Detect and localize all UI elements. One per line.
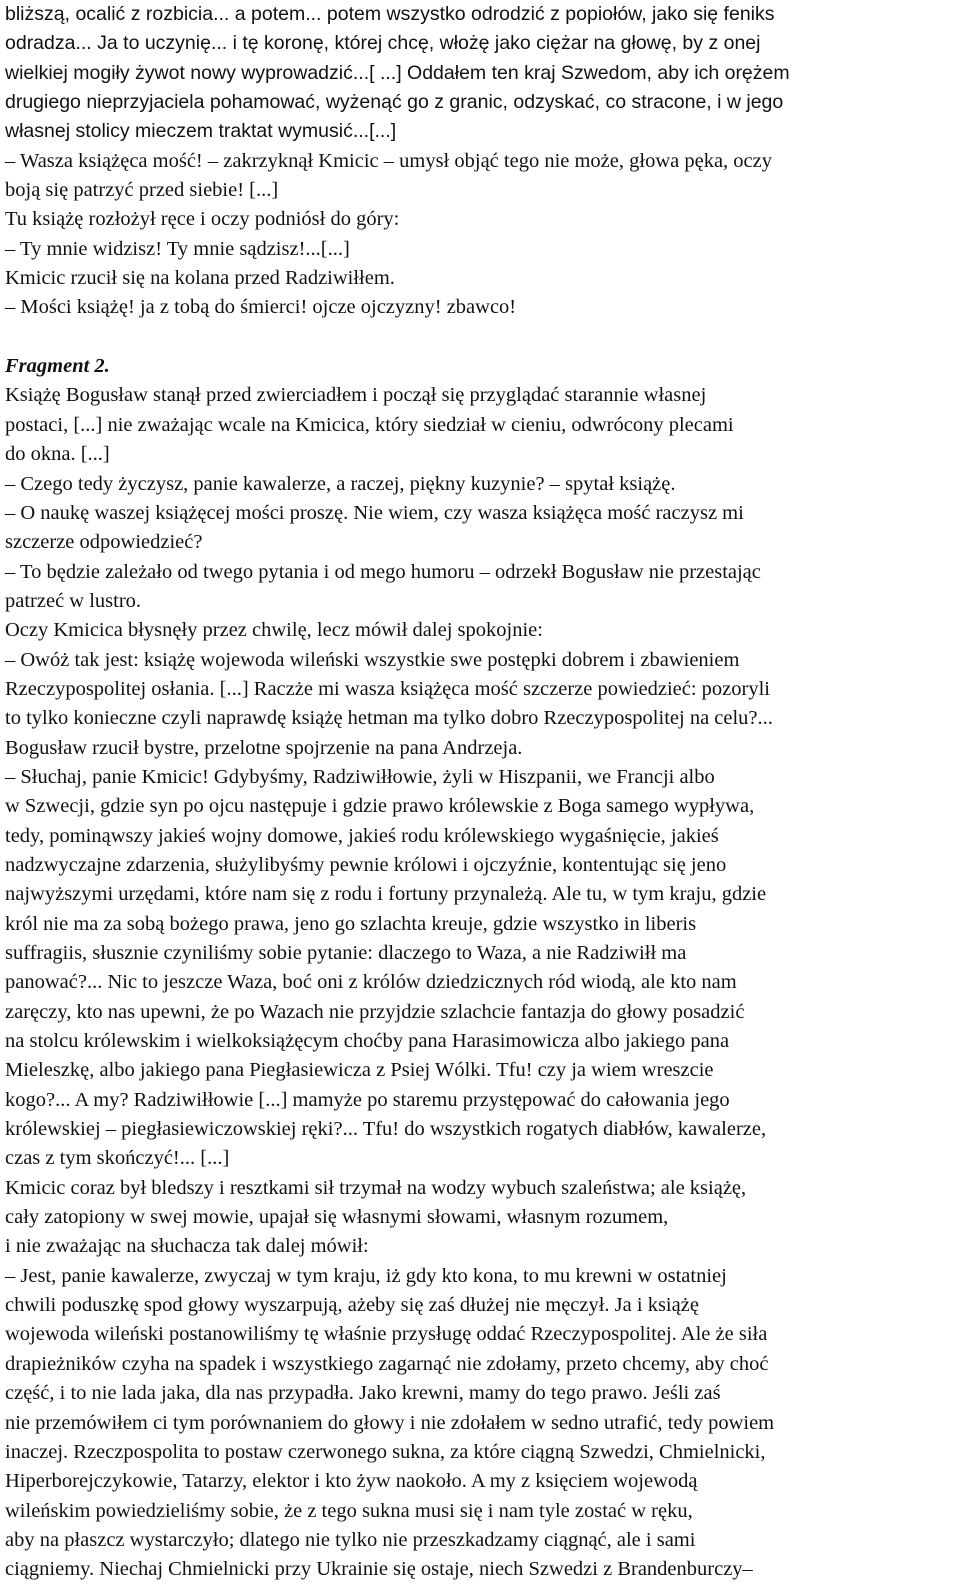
text-line: patrzeć w lustro. [5, 589, 142, 612]
text-line: własnej stolicy mieczem traktat wymusić...[...] [5, 120, 397, 143]
text-line: nadzwyczajne zdarzenia, służylibyśmy pewnie królowi i ojczyźnie, kontentując się jeno [5, 853, 727, 876]
text-line: chwili poduszkę spod głowy wyszarpują, ażeby się zaś dłużej nie męczył. Ja i książę [5, 1294, 699, 1317]
text-line: Kmicic rzucił się na kolana przed Radziwiłłem. [5, 267, 395, 290]
text-line: Oczy Kmicica błysnęły przez chwilę, lecz mówił dalej spokojnie: [5, 619, 543, 642]
text-line: Kmicic coraz był bledszy i resztkami sił trzymał na wodzy wybuch szaleństwa; ale książę, [5, 1176, 747, 1199]
text-line: ciągniemy. Niechaj Chmielnicki przy Ukrainie się ostaje, niech Szwedzi z Brandenburczy– [5, 1558, 753, 1581]
text-line: – Mości książę! ja z tobą do śmierci! ojcze ojczyzny! zbawco! [5, 296, 517, 319]
text-line: – Słuchaj, panie Kmicic! Gdybyśmy, Radziwiłłowie, żyli w Hiszpanii, we Francji albo [5, 765, 715, 788]
text-line: tedy, pominąwszy jakieś wojny domowe, jakieś rodu królewskiego wygaśnięcie, jakieś [5, 824, 719, 847]
text-line: wojewoda wileński postanowiliśmy tę właśnie przysługę oddać Rzeczypospolitej. Ale że siła [5, 1323, 768, 1346]
text-line: i nie zważając na słuchacza tak dalej mówił: [5, 1235, 369, 1258]
text-line: inaczej. Rzeczpospolita to postaw czerwonego sukna, za które ciągną Szwedzi, Chmielnicki, [5, 1440, 766, 1463]
text-line: – Owóż tak jest: książę wojewoda wileński wszystkie swe postępki dobrem i zbawieniem [5, 648, 740, 671]
text-line: bliższą, ocalić z rozbicia... a potem... potem wszystko odrodzić z popiołów, jako się feniks [5, 3, 775, 25]
text-line: – Ty mnie widzisz! Ty mnie sądzisz!...[...] [5, 237, 350, 260]
text-line: na stolcu królewskim i wielkoksiążęcym choćby pana Harasimowicza albo jakiego pana [5, 1030, 730, 1053]
text-line: Książę Bogusław stanął przed zwierciadłem i począł się przyglądać starannie własnej [5, 384, 707, 407]
text-line: król nie ma za sobą bożego prawa, jeno go szlachta kreuje, gdzie wszystko in liberis [5, 912, 697, 935]
text-line: to tylko konieczne czyli naprawdę książę hetman ma tylko dobro Rzeczypospolitej na celu?... [5, 707, 773, 730]
text-line: odradza... Ja to uczynię... i tę koronę, której chcę, włożę jako ciężar na głowę, by z onej [5, 32, 761, 55]
text-line: najwyższymi urzędami, które nam się z rodu i fortuny przynależą. Ale tu, w tym kraju, gdzie [5, 883, 767, 906]
text-line: czas z tym skończyć!... [...] [5, 1147, 230, 1170]
text-line: suffragiis, słusznie czyniliśmy sobie pytanie: dlaczego to Waza, a nie Radziwiłł ma [5, 942, 687, 964]
text-line: Hiperborejczykowie, Tatarzy, elektor i kto żyw naokoło. A my z księciem wojewodą [5, 1470, 698, 1493]
fragment-2-text [5, 381, 960, 1584]
text-line: wielkiej mogiły żywot nowy wyprowadzić...[ ...] Oddałem ten kraj Szwedom, aby ich orężem [5, 61, 790, 84]
paragraph-gap [5, 323, 960, 352]
text-line: nie przemówiłem ci tym porównaniem do głowy i nie zdołałem w sedno utrafić, tedy powiem [5, 1411, 775, 1434]
text-line: boją się patrzyć przed siebie! [...] [5, 179, 279, 202]
text-line: kogo?... A my? Radziwiłłowie [...] mamyże po staremu przystępować do całowania jego [5, 1088, 730, 1111]
text-line: zaręczy, kto nas upewni, że po Wazach nie przyjdzie szlachcie fantazja do głowy posadzić [5, 1000, 745, 1023]
text-line: aby na płaszcz wystarczyło; dlatego nie tylko nie przeszkadzamy ciągnąć, ale i sami [5, 1528, 696, 1551]
text-line: Mieleszkę, albo jakiego pana Piegłasiewicza z Psiej Wólki. Tfu! czy ja wiem wreszcie [5, 1059, 714, 1082]
text-line: – Czego tedy życzysz, panie kawalerze, a raczej, piękny kuzynie? – spytał książę. [5, 472, 676, 495]
text-line: – O naukę waszej książęcej mości proszę. Nie wiem, czy wasza książęca mość raczysz mi [5, 501, 744, 524]
text-line: postaci, [...] nie zważając wcale na Kmicica, który siedział w cieniu, odwrócony plecami [5, 413, 734, 436]
text-line: część, i to nie lada jaka, dla nas przypadła. Jako krewni, mamy do tego prawo. Jeśli zaś [5, 1382, 721, 1405]
text-line: – Jest, panie kawalerze, zwyczaj w tym kraju, iż gdy kto kona, to mu krewni w ostatniej [5, 1264, 727, 1287]
text-line: Tu książę rozłożył ręce i oczy podniósł do góry: [5, 208, 400, 231]
text-line: w Szwecji, gdzie syn po ojcu następuje i gdzie prawo królewskie z Boga samego wypływa, [5, 795, 755, 818]
text-line: – Wasza książęca mość! – zakrzyknął Kmicic – umysł objąć tego nie może, głowa pęka, oczy [5, 149, 772, 172]
text-line: szczerze odpowiedzieć? [5, 531, 203, 554]
text-line: drugiego nieprzyjaciela pohamować, wyżenąć go z granic, odzyskać, co stracone, i w jego [5, 91, 784, 114]
text-line: Bogusław rzucił bystre, przelotne spojrzenie na pana Andrzeja. [5, 736, 523, 759]
text-line: wileńskim powiedzieliśmy sobie, że z tego sukna musi się i nam tyle zostać w ręku, [5, 1499, 693, 1522]
text-line: Rzeczypospolitej osłania. [...] Raczże mi wasza książęca mość szczerze powiedzieć: pozoryli [5, 677, 770, 700]
text-line: drapieżników czyha na spadek i wszystkiego zagarnąć nie zdołamy, przeto chcemy, aby choć [5, 1352, 769, 1375]
text-line: królewskiej – piegłasiewiczowskiej ręki?... Tfu! do wszystkich rogatych diabłów, kawalerze, [5, 1118, 767, 1141]
text-line: cały zatopiony w swej mowie, upajał się własnymi słowami, własnym rozumem, [5, 1206, 669, 1229]
text-line: do okna. [...] [5, 443, 110, 466]
text-line: – To będzie zależało od twego pytania i od mego humoru – odrzekł Bogusław nie przestając [5, 560, 761, 583]
fragment-1-text [5, 0, 960, 323]
text-line: panować?... Nic to jeszcze Waza, boć oni z królów dziedzicznych ród wiodą, ale kto nam [5, 971, 737, 994]
fragment-2-heading: Fragment 2. [5, 355, 110, 378]
